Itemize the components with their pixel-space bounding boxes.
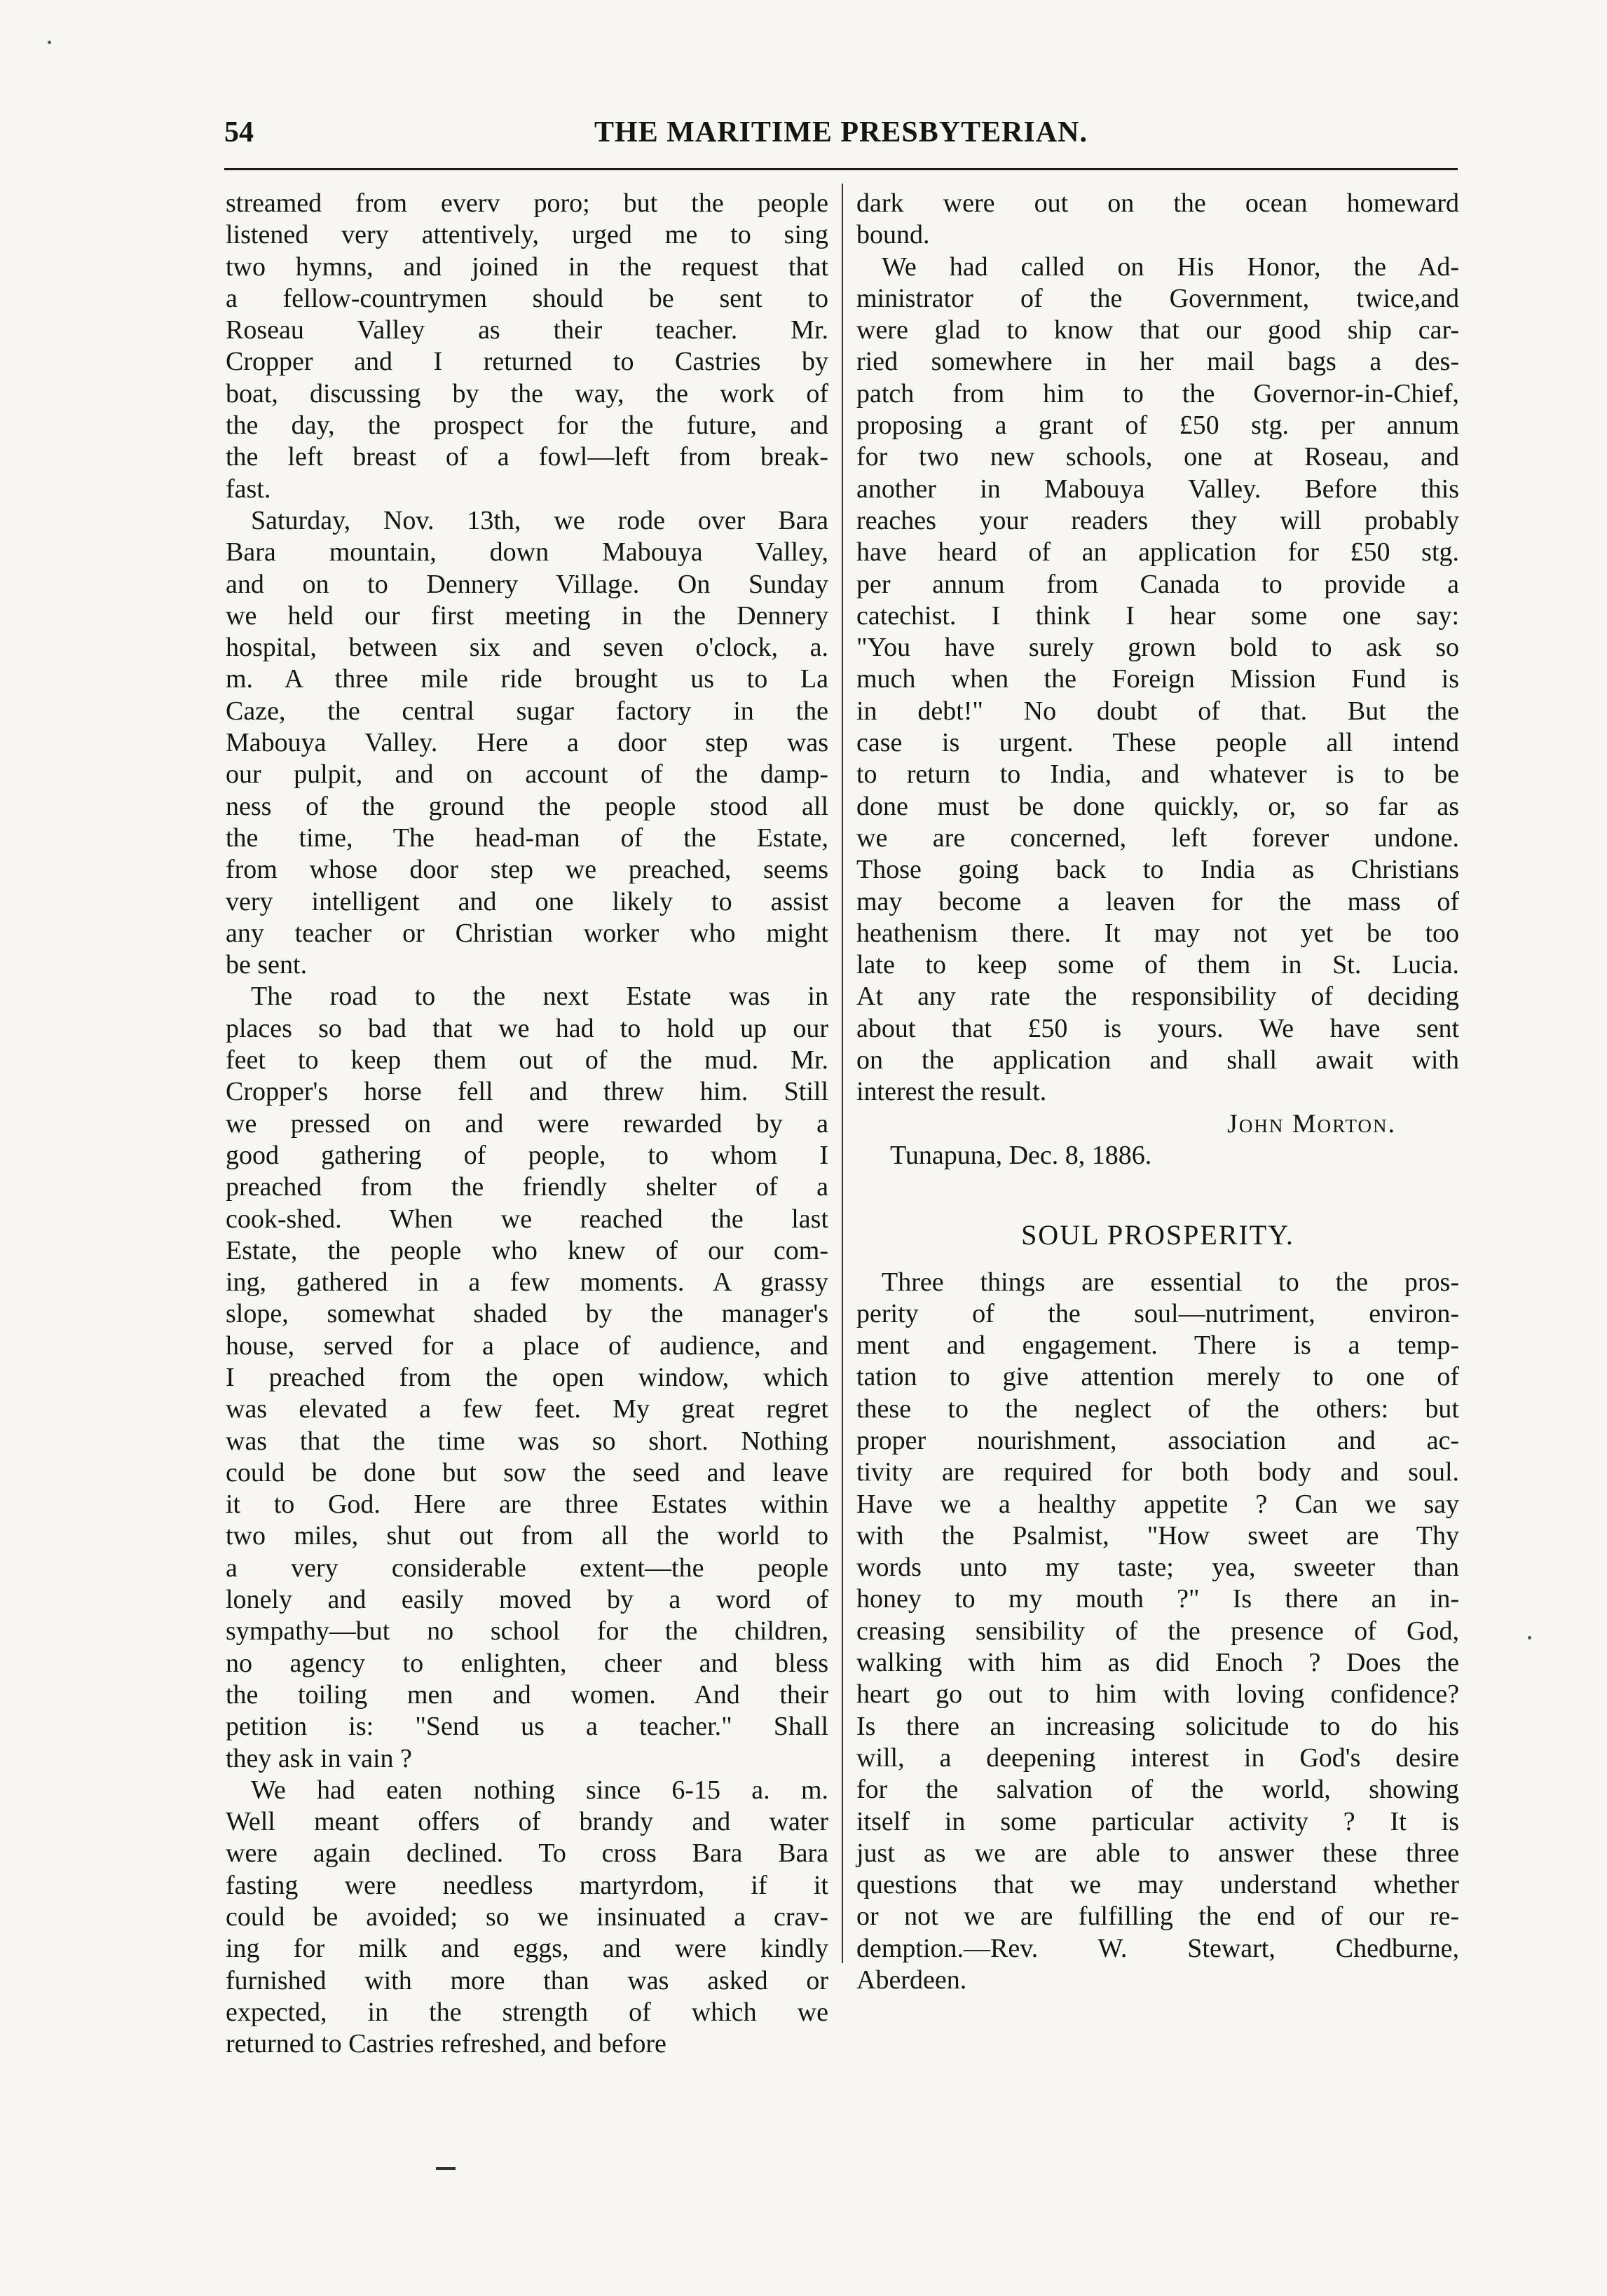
text-line: hospital, between six and seven o'clock, a. xyxy=(226,633,828,663)
text-line: was that the time was so short. Nothing xyxy=(226,1426,828,1456)
text-line: places so bad that we had to hold up our xyxy=(226,1013,828,1043)
text-line: streamed from everv poro; but the people xyxy=(226,188,828,218)
text-line: or not we are fulfilling the end of our re- xyxy=(856,1902,1459,1932)
text-line: a fellow-countrymen should be sent to xyxy=(226,283,828,313)
text-line: m. A three mile ride brought us to La xyxy=(226,664,828,694)
text-line: we pressed on and were rewarded by a xyxy=(226,1108,828,1139)
text-line: preached from the friendly shelter of a xyxy=(226,1172,828,1202)
text-line: a very considerable extent—the people xyxy=(226,1553,828,1583)
text-line: Roseau Valley as their teacher. Mr. xyxy=(226,315,828,345)
scan-speck xyxy=(1528,1636,1531,1639)
text-line: itself in some particular activity ? It is xyxy=(856,1806,1459,1836)
running-title: THE MARITIME PRESBYTERIAN. xyxy=(594,116,1088,149)
text-line: ried somewhere in her mail bags a des- xyxy=(856,347,1459,377)
text-line: were again declined. To cross Bara Bara xyxy=(226,1838,828,1869)
text-line: Well meant offers of brandy and water xyxy=(226,1807,828,1837)
text-line: ness of the ground the people stood all xyxy=(226,791,828,821)
text-line: "You have surely grown bold to ask so xyxy=(856,633,1459,663)
text-line: about that £50 is yours. We have sent xyxy=(856,1013,1459,1043)
text-line: late to keep some of them in St. Lucia. xyxy=(856,950,1459,980)
page-number: 54 xyxy=(224,116,254,149)
text-line: catechist. I think I hear some one say: xyxy=(856,600,1459,631)
text-line: the left breast of a fowl—left from break- xyxy=(226,442,828,472)
text-line: proper nourishment, association and ac- xyxy=(856,1425,1459,1455)
header-rule xyxy=(224,168,1458,170)
text-line: ment and engagement. There is a temp- xyxy=(856,1331,1459,1361)
text-line: case is urgent. These people all intend xyxy=(856,728,1459,758)
text-line: it to God. Here are three Estates within xyxy=(226,1490,828,1520)
text-line: listened very attentively, urged me to sing xyxy=(226,220,828,250)
text-line: expected, in the strength of which we xyxy=(226,1997,828,2027)
column-separator xyxy=(842,184,843,1963)
text-line: for the salvation of the world, showing xyxy=(856,1775,1459,1805)
text-line: fast. xyxy=(226,474,271,504)
text-line: cook-shed. When we reached the last xyxy=(226,1204,828,1234)
text-line: fasting were needless martyrdom, if it xyxy=(226,1870,828,1900)
text-line: The road to the next Estate was in xyxy=(251,982,828,1012)
soul-prosperity-article xyxy=(856,1267,1459,1997)
left-column xyxy=(226,188,828,2061)
text-line: heathenism there. It may not yet be too xyxy=(856,918,1459,948)
text-line: returned to Castries refreshed, and before xyxy=(226,2029,666,2059)
scan-speck xyxy=(48,41,51,44)
text-line: Have we a healthy appetite ? Can we say xyxy=(856,1489,1459,1519)
section-heading: SOUL PROSPERITY. xyxy=(1021,1219,1294,1251)
text-line: Caze, the central sugar factory in the xyxy=(226,696,828,726)
text-line: from whose door step we preached, seems xyxy=(226,855,828,885)
text-line: in debt!" No doubt of that. But the xyxy=(856,696,1459,726)
text-line: very intelligent and one likely to assist xyxy=(226,886,828,916)
text-line: have heard of an application for £50 stg. xyxy=(856,537,1459,568)
text-line: furnished with more than was asked or xyxy=(226,1965,828,1995)
text-line: was elevated a few feet. My great regret xyxy=(226,1394,828,1424)
text-line: done must be done quickly, or, so far as xyxy=(856,791,1459,821)
text-line: dark were out on the ocean homeward xyxy=(856,188,1459,218)
text-line: creasing sensibility of the presence of God, xyxy=(856,1616,1459,1646)
text-line: At any rate the responsibility of deciding xyxy=(856,982,1459,1012)
text-line: to return to India, and whatever is to be xyxy=(856,759,1459,790)
text-line: our pulpit, and on account of the damp- xyxy=(226,759,828,790)
text-line: bound. xyxy=(856,220,930,250)
text-line: Cropper's horse fell and threw him. Still xyxy=(226,1077,828,1107)
dateline: Tunapuna, Dec. 8, 1886. xyxy=(890,1140,1152,1170)
text-line: boat, discussing by the way, the work of xyxy=(226,378,828,408)
text-line: we are concerned, left forever undone. xyxy=(856,823,1459,853)
text-line: much when the Foreign Mission Fund is xyxy=(856,664,1459,694)
text-line: petition is: "Send us a teacher." Shall xyxy=(226,1712,828,1742)
text-line: with the Psalmist, "How sweet are Thy xyxy=(856,1520,1459,1551)
text-line: the time, The head-man of the Estate, xyxy=(226,823,828,853)
text-line: demption.—Rev. W. Stewart, Chedburne, xyxy=(856,1933,1459,1963)
text-line: Aberdeen. xyxy=(856,1965,967,1995)
text-line: We had eaten nothing since 6-15 a. m. xyxy=(251,1775,828,1805)
text-line: no agency to enlighten, cheer and bless xyxy=(226,1648,828,1678)
text-line: Three things are essential to the pros- xyxy=(882,1267,1459,1297)
text-line: per annum from Canada to provide a xyxy=(856,569,1459,599)
text-line: another in Mabouya Valley. Before this xyxy=(856,474,1459,504)
text-line: and on to Dennery Village. On Sunday xyxy=(226,569,828,599)
text-line: We had called on His Honor, the Ad- xyxy=(882,252,1459,282)
footer-mark xyxy=(436,2167,456,2170)
text-line: will, a deepening interest in God's desire xyxy=(856,1742,1459,1773)
text-line: questions that we may understand whether xyxy=(856,1870,1459,1900)
text-line: good gathering of people, to whom I xyxy=(226,1140,828,1170)
text-line: were glad to know that our good ship car- xyxy=(856,315,1459,345)
text-line: Those going back to India as Christians xyxy=(856,855,1459,885)
text-line: perity of the soul—nutriment, environ- xyxy=(856,1298,1459,1328)
text-line: any teacher or Christian worker who might xyxy=(226,918,828,948)
text-line: Estate, the people who knew of our com- xyxy=(226,1235,828,1265)
text-line: ing, gathered in a few moments. A grassy xyxy=(226,1267,828,1298)
text-line: honey to my mouth ?" Is there an in- xyxy=(856,1584,1459,1614)
text-line: for two new schools, one at Roseau, and xyxy=(856,442,1459,472)
right-column xyxy=(856,188,1459,1996)
text-line: we held our first meeting in the Dennery xyxy=(226,600,828,631)
text-line: I preached from the open window, which xyxy=(226,1362,828,1392)
text-line: reaches your readers they will probably xyxy=(856,505,1459,535)
text-line: walking with him as did Enoch ? Does the xyxy=(856,1648,1459,1678)
text-line: proposing a grant of £50 stg. per annum xyxy=(856,411,1459,441)
text-line: sympathy—but no school for the children, xyxy=(226,1616,828,1647)
text-line: feet to keep them out of the mud. Mr. xyxy=(226,1045,828,1075)
running-header xyxy=(224,116,1458,158)
text-line: tation to give attention merely to one of xyxy=(856,1362,1459,1392)
text-line: could be done but sow the seed and leave xyxy=(226,1457,828,1487)
text-line: the toiling men and women. And their xyxy=(226,1679,828,1710)
text-line: ministrator of the Government, twice,and xyxy=(856,283,1459,313)
text-line: may become a leaven for the mass of xyxy=(856,886,1459,916)
text-line: just as we are able to answer these three xyxy=(856,1838,1459,1868)
signature: John Morton. xyxy=(1227,1108,1396,1139)
text-line: could be avoided; so we insinuated a crav- xyxy=(226,1902,828,1932)
text-line: on the application and shall await with xyxy=(856,1045,1459,1075)
text-line: tivity are required for both body and soul. xyxy=(856,1457,1459,1487)
text-line: Saturday, Nov. 13th, we rode over Bara xyxy=(251,505,828,535)
text-line: these to the neglect of the others: but xyxy=(856,1394,1459,1424)
text-line: Mabouya Valley. Here a door step was xyxy=(226,728,828,758)
text-line: two miles, shut out from all the world to xyxy=(226,1521,828,1551)
text-line: they ask in vain ? xyxy=(226,1743,412,1773)
text-line: patch from him to the Governor-in-Chief, xyxy=(856,378,1459,408)
text-line: slope, somewhat shaded by the manager's xyxy=(226,1299,828,1329)
text-line: Is there an increasing solicitude to do his xyxy=(856,1711,1459,1741)
text-line: heart go out to him with loving confidence? xyxy=(856,1679,1459,1710)
text-line: Bara mountain, down Mabouya Valley, xyxy=(226,537,828,568)
text-line: Cropper and I returned to Castries by xyxy=(226,347,828,377)
mission-letter-continued xyxy=(856,188,1459,1108)
text-line: be sent. xyxy=(226,950,308,980)
text-line: ing for milk and eggs, and were kindly xyxy=(226,1934,828,1964)
text-line: interest the result. xyxy=(856,1077,1047,1107)
text-line: lonely and easily moved by a word of xyxy=(226,1585,828,1615)
text-line: two hymns, and joined in the request that xyxy=(226,252,828,282)
text-line: words unto my taste; yea, sweeter than xyxy=(856,1553,1459,1583)
text-line: the day, the prospect for the future, and xyxy=(226,411,828,441)
text-line: house, served for a place of audience, and xyxy=(226,1331,828,1361)
